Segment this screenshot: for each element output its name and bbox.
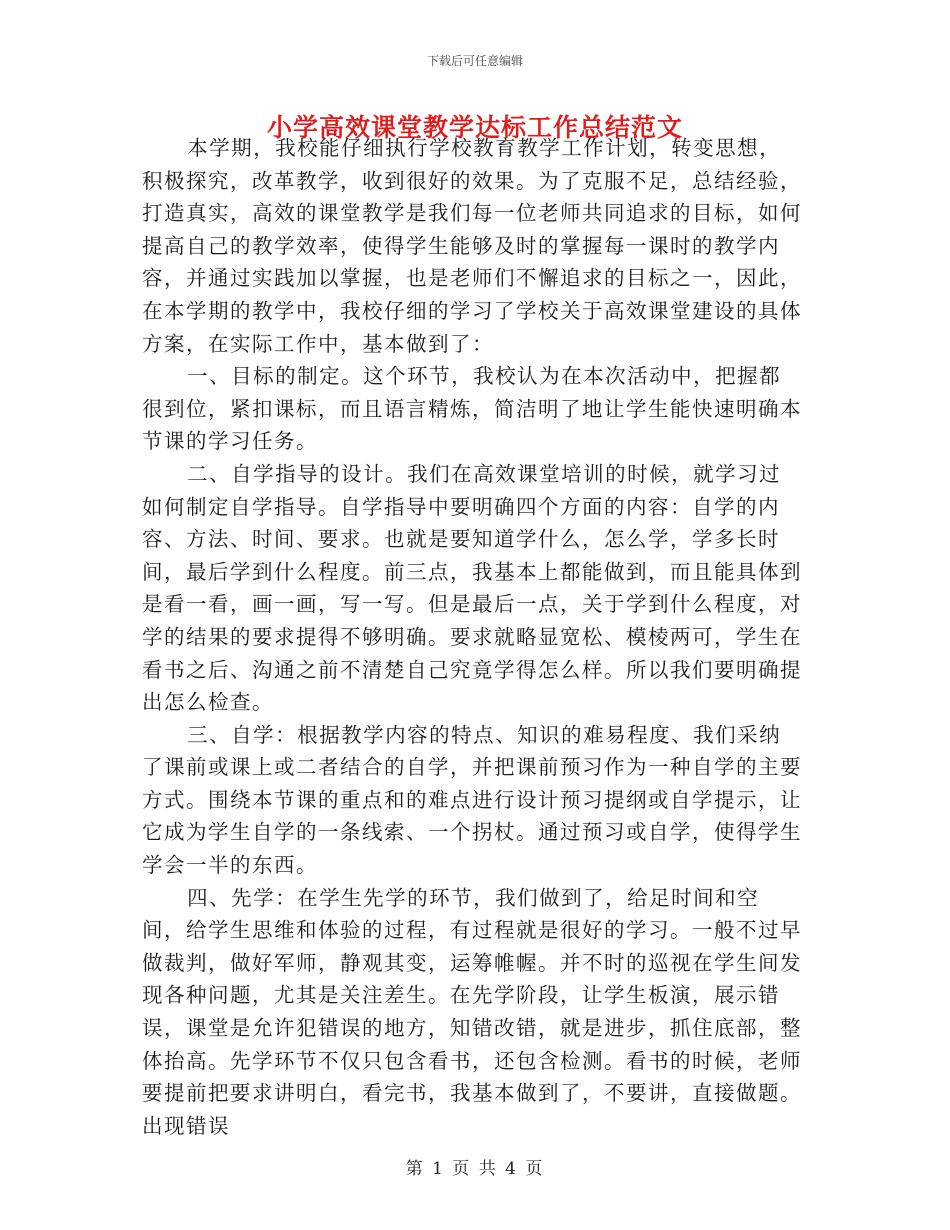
document-title: 小学高效课堂教学达标工作总结范文 — [266, 113, 683, 142]
paragraph-first-learning: 四、先学：在学生先学的环节，我们做到了，给足时间和空间，给学生思维和体验的过程，有过程就是很好的学习。一般不过早做裁判，做好军师，静观其变，运筹帷幄。并不时的巡视在学生间发现各种问题，尤其是关注差生。在先学阶段，让学生板演，展示错误，课堂是允许犯错误的地方，知错改错，就是进步，抓住底部，整体抬高。先学环节不仅只包含看书，还包含检测。看书的时候，老师要提前把要求讲明白，看完书，我基本做到了，不要讲，直接做题。出现错误 — [142, 885, 802, 1138]
paragraph-self-study-guide: 二、自学指导的设计。我们在高效课堂培训的时候，就学习过如何制定自学指导。自学指导中要明确四个方面的内容：自学的内容、方法、时间、要求。也就是要知道学什么，怎么学，学多长时间，最后学到什么程度。前三点，我基本上都能做到，而且能具体到是看一看，画一画，写一写。但是最后一点，关于学到什么程度，对学的结果的要求提得不够明确。要求就略显宽松、模棱两可，学生在看书之后、沟通之前不清楚自己究竟学得怎么样。所以我们要明确提出怎么检查。 — [142, 461, 802, 715]
page-header-note: 下载后可任意编辑 — [426, 54, 523, 68]
paragraph-self-study: 三、自学：根据教学内容的特点、知识的难易程度、我们采纳了课前或课上或二者结合的自学，并把课前预习作为一种自学的主要方式。围绕本节课的重点和的难点进行设计预习提纲或自学提示，让它成为学生自学的一条线索、一个拐杖。通过预习或自学，使得学生学会一半的东西。 — [142, 722, 802, 878]
paragraph-intro: 本学期，我校能仔细执行学校教育教学工作计划，转变思想，积极探究，改革教学，收到很好的效果。为了克服不足，总结经验，打造真实，高效的课堂教学是我们每一位老师共同追求的目标，如何提高自己的教学效率，使得学生能够及时的掌握每一课时的教学内容，并通过实践加以掌握，也是老师们不懈追求的目标之一，因此，在本学期的教学中，我校仔细的学习了学校关于高效课堂建设的具体方案，在实际工作中，基本做到了： — [142, 136, 802, 356]
document-body — [142, 132, 802, 1142]
paragraph-goal-setting: 一、目标的制定。这个环节，我校认为在本次活动中，把握都很到位，紧扣课标，而且语言精炼，简洁明了地让学生能快速明确本节课的学习任务。 — [142, 364, 802, 454]
page-number: 第 1 页 共 4 页 — [405, 1159, 545, 1179]
